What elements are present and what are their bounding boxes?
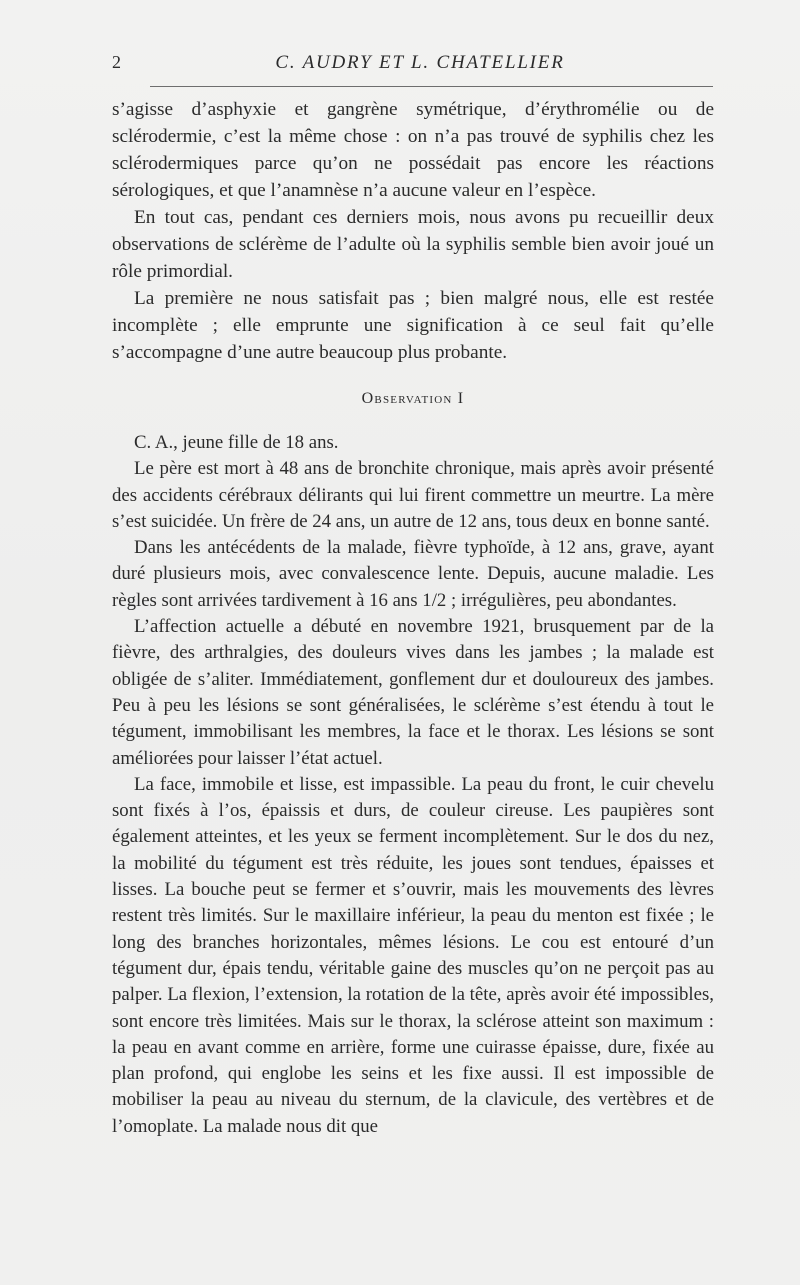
observation-paragraph-5: La face, immobile et lisse, est impassible. La peau du front, le cuir chevelu sont fixés à l’os, épaissis et durs, de couleur cireuse. Les paupières sont également atteintes, et les yeux se ferment incomplètement. Sur le dos du nez, la mobilité du tégument est très réduite, les joues sont tendues, épaisses et lisses. La bouche peut se fermer et s’ouvrir, mais les mouvements des lèvres restent très limités. Sur le maxillaire inférieur, la peau du menton est fixée ; le long des branches horizontales, mêmes lésions. Le cou est entouré d’un tégument dur, épais tendu, véritable gaine des muscles qu’on ne perçoit pas au palper. La flexion, l’extension, la rotation de la tête, après avoir été impossibles, sont encore très limitées. Mais sur le thorax, la sclérose atteint son maximum : la peau en avant comme en arrière, forme une cuirasse épaisse, dure, fixée au plan profond, qui englobe les seins et les fixe aussi. Il est impossible de mobiliser la peau au niveau du sternum, de la clavicule, des vertèbres et de l’omoplate. La malade nous dit que	[112, 773, 714, 1137]
running-title: C. AUDRY ET L. CHATELLIER	[275, 52, 565, 73]
observation-body	[112, 430, 714, 1140]
intro-paragraph-2: En tout cas, pendant ces derniers mois, nous avons pu recueillir deux observations de sclérème de l’adulte où la syphilis semble bien avoir joué un rôle primordial.	[112, 207, 714, 282]
observation-paragraph-3: Dans les antécédents de la malade, fièvre typhoïde, à 12 ans, grave, ayant duré plusieurs mois, avec convalescence lente. Depuis, aucune maladie. Les règles sont arrivées tardivement à 16 ans 1/2 ; irrégulières, peu abondantes.	[112, 537, 714, 611]
observation-paragraph-1: C. A., jeune fille de 18 ans.	[134, 432, 339, 453]
body-text	[112, 96, 714, 1140]
observation-heading: Observation I	[361, 390, 465, 407]
observation-paragraph-4: L’affection actuelle a débuté en novembre 1921, brusquement par de la fièvre, des arthralgies, des douleurs vives dans les jambes ; la malade est obligée de s’aliter. Immédiatement, gonflement dur et douloureux des jambes. Peu à peu les lésions se sont généralisées, le sclérème s’est étendu à tout le tégument, immobilisant les membres, la face et le thorax. Les lésions se sont améliorées pour laisser l’état actuel.	[112, 616, 714, 769]
intro-paragraph-1: s’agisse d’asphyxie et gangrène symétrique, d’érythromélie ou de sclérodermie, c’est la même chose : on n’a pas trouvé de syphilis chez les sclérodermiques parce qu’on ne possédait pas encore les réactions sérologiques, et que l’anamnèse n’a aucune valeur en l’espèce.	[112, 99, 714, 201]
header-rule	[150, 86, 713, 87]
intro-paragraph-3: La première ne nous satisfait pas ; bien malgré nous, elle est restée incomplète ; elle emprunte une signification à ce seul fait qu’elle s’accompagne d’une autre beaucoup plus probante.	[112, 288, 714, 363]
page-number: 2	[112, 52, 121, 72]
running-head	[112, 52, 712, 80]
observation-paragraph-2: Le père est mort à 48 ans de bronchite chronique, mais après avoir présenté des accidents cérébraux délirants qui lui firent commettre un meurtre. La mère s’est suicidée. Un frère de 24 ans, un autre de 12 ans, tous deux en bonne santé.	[112, 458, 714, 532]
